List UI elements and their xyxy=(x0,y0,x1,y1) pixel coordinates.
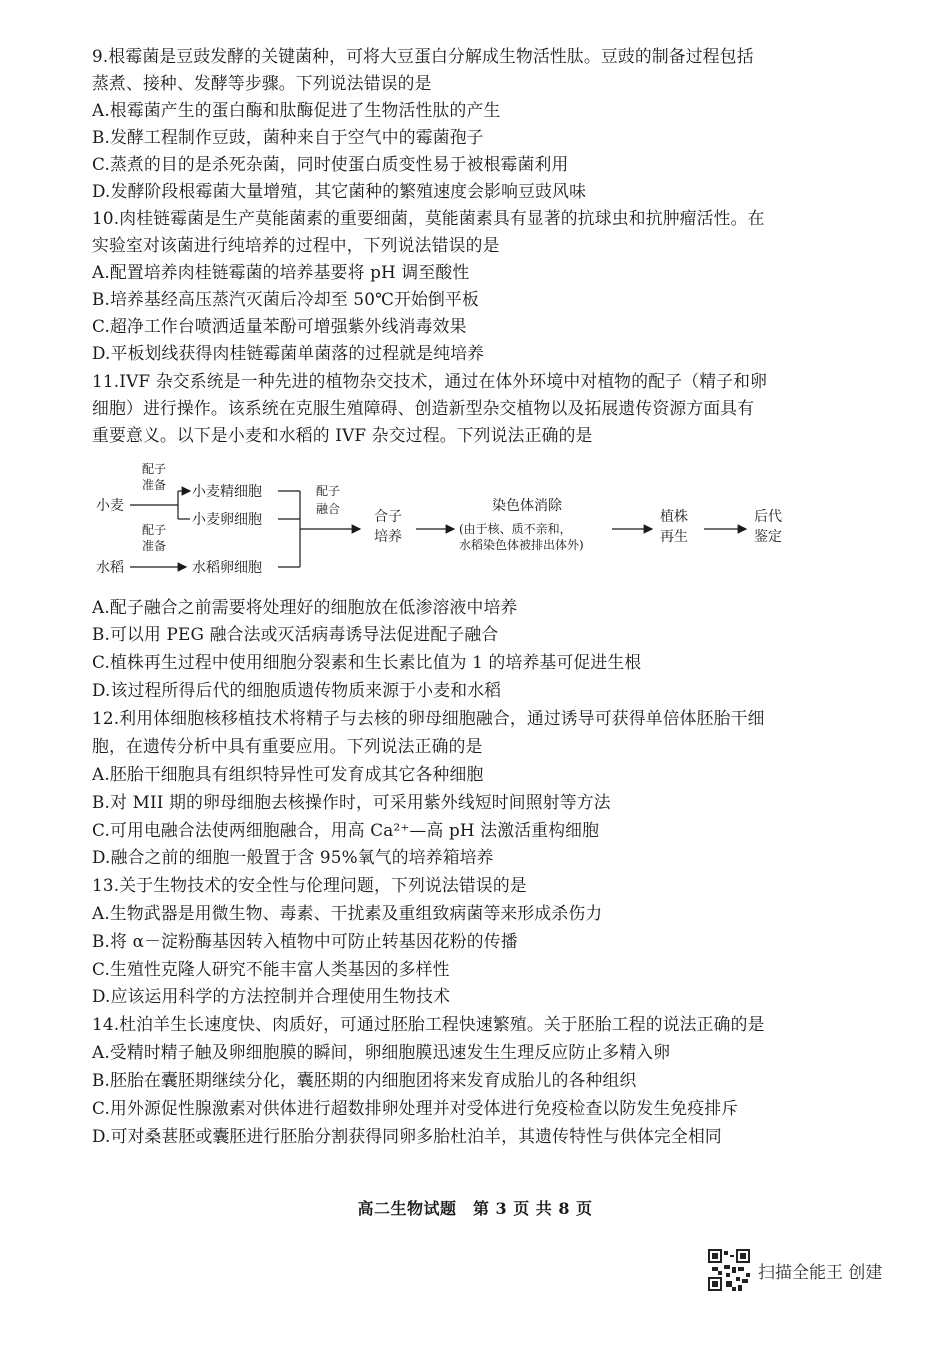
label-offspring-b: 鉴定 xyxy=(754,529,782,545)
q10-option-b: B.培养基经高压蒸汽灭菌后冷却至 50℃开始倒平板 xyxy=(92,289,479,309)
q13-option-d: D.应该运用科学的方法控制并合理使用生物技术 xyxy=(92,986,451,1006)
q9-option-d: D.发酵阶段根霉菌大量增殖，其它菌种的繁殖速度会影响豆豉风味 xyxy=(92,181,587,201)
label-wheat-egg: 小麦卵细胞 xyxy=(192,512,262,528)
q9-option-a: A.根霉菌产生的蛋白酶和肽酶促进了生物活性肽的产生 xyxy=(92,100,501,120)
label-elimination-title: 染色体消除 xyxy=(492,498,562,514)
label-rice: 水稻 xyxy=(96,560,124,576)
q10-option-a: A.配置培养肉桂链霉菌的培养基要将 pH 调至酸性 xyxy=(92,262,470,282)
q13-stem: 13.关于生物技术的安全性与伦理问题，下列说法错误的是 xyxy=(92,875,527,895)
q14-stem: 14.杜泊羊生长速度快、肉质好，可通过胚胎工程快速繁殖。关于胚胎工程的说法正确的是 xyxy=(92,1014,765,1034)
scanner-watermark xyxy=(708,1248,882,1292)
q12-stem-line1: 12.利用体细胞核移植技术将精子与去核的卵母细胞融合，通过诱导可获得单倍体胚胎干细 xyxy=(92,708,765,728)
label-gamete-prep-2b: 准备 xyxy=(142,539,167,553)
q11-stem-line2: 细胞）进行操作。该系统在克服生殖障碍、创造新型杂交植物以及拓展遗传资源方面具有 xyxy=(92,398,755,418)
q10-option-d: D.平板划线获得肉桂链霉菌单菌落的过程就是纯培养 xyxy=(92,343,485,363)
q14-option-d: D.可对桑葚胚或囊胚进行胚胎分割获得同卵多胎杜泊羊，其遗传特性与供体完全相同 xyxy=(92,1126,722,1146)
label-regen-a: 植株 xyxy=(660,509,688,525)
q11-option-a: A.配子融合之前需要将处理好的细胞放在低渗溶液中培养 xyxy=(92,597,518,617)
q12-stem-line2: 胞，在遗传分析中具有重要应用。下列说法正确的是 xyxy=(92,736,483,756)
label-gamete-prep-2a: 配子 xyxy=(142,523,167,537)
label-zygote-a: 合子 xyxy=(374,509,402,525)
q12-option-d: D.融合之前的细胞一般置于含 95%氧气的培养箱培养 xyxy=(92,847,494,867)
q9-stem-line1: 9.根霉菌是豆豉发酵的关键菌种，可将大豆蛋白分解成生物活性肽。豆豉的制备过程包括 xyxy=(92,46,754,66)
q10-option-c: C.超净工作台喷洒适量苯酚可增强紫外线消毒效果 xyxy=(92,316,467,336)
q14-option-c: C.用外源促性腺激素对供体进行超数排卵处理并对受体进行免疫检查以防发生免疫排斥 xyxy=(92,1098,739,1118)
label-gamete-prep-1b: 准备 xyxy=(142,478,167,492)
q10-stem-line2: 实验室对该菌进行纯培养的过程中，下列说法错误的是 xyxy=(92,235,500,255)
q11-stem-line3: 重要意义。以下是小麦和水稻的 IVF 杂交过程。下列说法正确的是 xyxy=(92,425,593,445)
q12-option-c: C.可用电融合法使两细胞融合，用高 Ca²⁺—高 pH 法激活重构细胞 xyxy=(92,820,600,840)
q10-stem-line1: 10.肉桂链霉菌是生产莫能菌素的重要细菌，莫能菌素具有显著的抗球虫和抗肿瘤活性。在 xyxy=(92,208,765,228)
page-footer: 高二生物试题 第 3 页 共 8 页 xyxy=(357,1199,593,1218)
label-fusion-b: 融合 xyxy=(316,502,341,516)
q13-option-b: B.将 α－淀粉酶基因转入植物中可防止转基因花粉的传播 xyxy=(92,931,518,951)
q11-option-c: C.植株再生过程中使用细胞分裂素和生长素比值为 1 的培养基可促进生根 xyxy=(92,652,642,672)
q11-option-b: B.可以用 PEG 融合法或灭活病毒诱导法促进配子融合 xyxy=(92,624,499,644)
label-zygote-b: 培养 xyxy=(374,529,402,545)
label-elimination-note1: (由于核、质不亲和， xyxy=(459,522,572,536)
q9-option-b: B.发酵工程制作豆豉，菌种来自于空气中的霉菌孢子 xyxy=(92,127,484,147)
label-fusion-a: 配子 xyxy=(316,484,341,498)
q12-option-a: A.胚胎干细胞具有组织特异性可发育成其它各种细胞 xyxy=(92,764,484,784)
label-elimination-note2: 水稻染色体被排出体外) xyxy=(459,538,584,552)
q9-stem-line2: 蒸煮、接种、发酵等步骤。下列说法错误的是 xyxy=(92,73,432,93)
q14-option-b: B.胚胎在囊胚期继续分化，囊胚期的内细胞团将来发育成胎儿的各种组织 xyxy=(92,1070,637,1090)
label-gamete-prep-1a: 配子 xyxy=(142,462,167,476)
q9-option-c: C.蒸煮的目的是杀死杂菌，同时使蛋白质变性易于被根霉菌利用 xyxy=(92,154,569,174)
qr-code-icon xyxy=(708,1249,750,1291)
label-regen-b: 再生 xyxy=(660,529,688,545)
scanner-watermark-text: 扫描全能王 创建 xyxy=(758,1262,883,1283)
label-wheat: 小麦 xyxy=(96,498,124,514)
q11-stem-line1: 11.IVF 杂交系统是一种先进的植物杂交技术，通过在体外环境中对植物的配子（精子和卵 xyxy=(92,371,768,391)
label-offspring-a: 后代 xyxy=(754,509,782,525)
q11-option-d: D.该过程所得后代的细胞质遗传物质来源于小麦和水稻 xyxy=(92,680,502,700)
label-wheat-sperm: 小麦精细胞 xyxy=(192,484,262,500)
q13-option-a: A.生物武器是用微生物、毒素、干扰素及重组致病菌等来形成杀伤力 xyxy=(92,903,603,923)
q14-option-a: A.受精时精子触及卵细胞膜的瞬间，卵细胞膜迅速发生生理反应防止多精入卵 xyxy=(92,1042,671,1062)
q13-option-c: C.生殖性克隆人研究不能丰富人类基因的多样性 xyxy=(92,959,450,979)
label-rice-egg: 水稻卵细胞 xyxy=(192,560,262,576)
ivf-process-diagram xyxy=(92,455,812,585)
q12-option-b: B.对 MII 期的卵母细胞去核操作时，可采用紫外线短时间照射等方法 xyxy=(92,792,611,812)
